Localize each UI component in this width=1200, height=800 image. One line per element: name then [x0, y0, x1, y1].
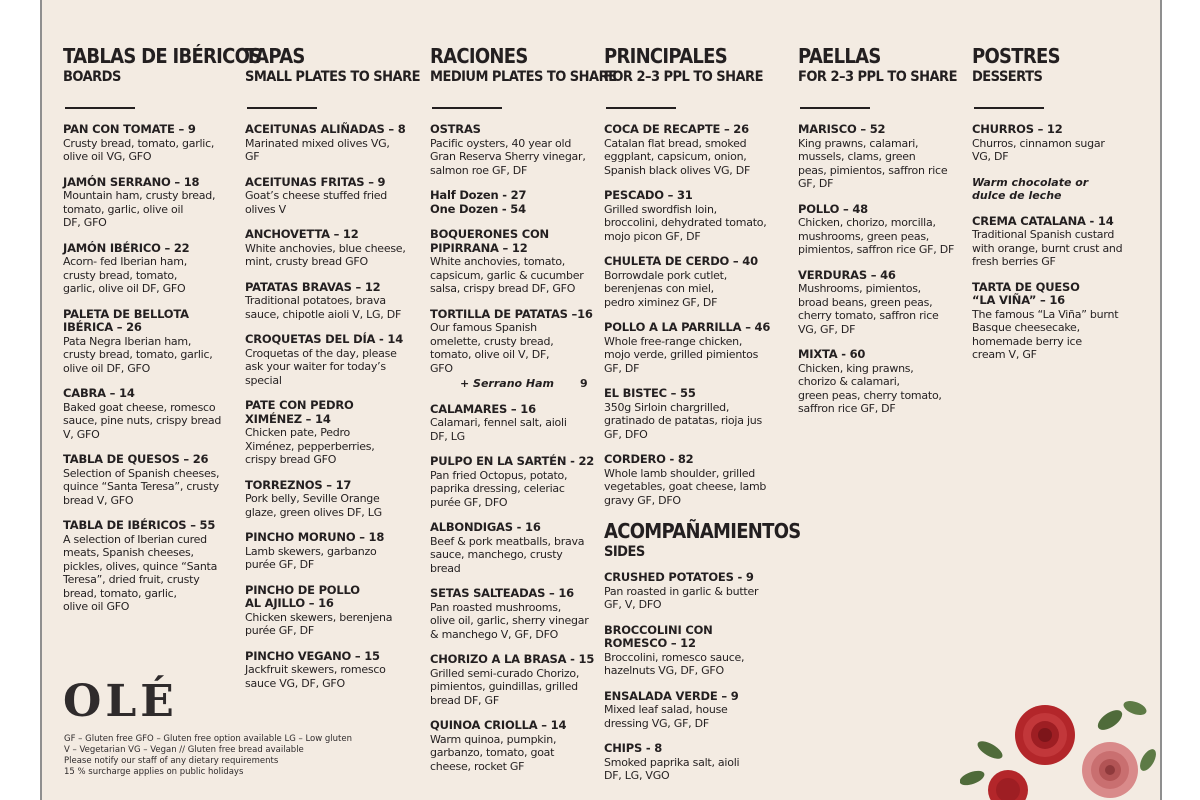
- menu-item: [245, 479, 417, 520]
- menu-item: [430, 123, 602, 177]
- menu-item: [604, 742, 782, 783]
- menu-item: [63, 123, 235, 164]
- menu-item-name: CORDERO - 82: [604, 452, 694, 466]
- menu-item-name: CRUSHED POTATOES - 9: [604, 570, 754, 584]
- roses-illustration: [960, 690, 1160, 800]
- legend-line: GF – Gluten free GFO – Gluten free option available LG – Low gluten: [64, 734, 353, 744]
- menu-item-description: Warm quinoa, pumpkin, garbanzo, tomato, goat cheese, rocket GF: [430, 732, 557, 773]
- menu-item: [604, 255, 782, 309]
- menu-item: [430, 521, 602, 575]
- menu-item-description: Goat’s cheese stuffed fried olives V: [245, 189, 388, 216]
- menu-item-description: Churros, cinnamon sugar VG, DF: [972, 136, 1105, 163]
- menu-item-description: Broccolini, romesco sauce, hazelnuts VG, DF, GFO: [604, 650, 745, 677]
- section-title: ACOMPAÑAMIENTOS: [604, 519, 801, 543]
- menu-item-description: Grilled semi-curado Chorizo, pimientos, guindillas, grilled bread DF, GF: [430, 666, 580, 707]
- menu-item: [604, 321, 782, 375]
- menu-item-name: ANCHOVETTA – 12: [245, 227, 359, 241]
- menu-item-description: A selection of Iberian cured meats, Spanish cheeses, pickles, olives, quince “Santa Teresa”, dried fruit, crusty bread, tomato, garlic, olive oil GFO: [63, 532, 218, 613]
- menu-item: [604, 387, 782, 441]
- divider: [800, 107, 870, 109]
- menu-item-name: PINCHO MORUNO – 18: [245, 530, 385, 544]
- menu-item-description: Traditional potatoes, brava sauce, chipotle aioli V, LG, DF: [245, 294, 402, 321]
- menu-item: [798, 348, 970, 416]
- menu-item-description: Beef & pork meatballs, brava sauce, manchego, crusty bread: [430, 534, 585, 575]
- menu-item-description: Chicken pate, Pedro Ximénez, pepperberries, crispy bread GFO: [245, 426, 375, 466]
- menu-item-name: BOQUERONES CON PIPIRRANA – 12: [430, 227, 549, 255]
- menu-item-description: Whole free-range chicken, mojo verde, grilled pimientos GF, DF: [604, 334, 759, 375]
- menu-item-name: OSTRAS: [430, 122, 481, 136]
- menu-item: [972, 281, 1152, 362]
- menu-item-name: POLLO A LA PARRILLA – 46: [604, 320, 771, 334]
- section-title: PAELLAS: [798, 44, 881, 68]
- sides-block: [604, 519, 801, 783]
- menu-item: [245, 123, 417, 164]
- menu-item-name: TABLA DE QUESOS – 26: [63, 452, 209, 466]
- menu-item: [63, 308, 235, 376]
- menu-item: [430, 455, 602, 509]
- legend-line: V – Vegetarian VG – Vegan // Gluten free bread available: [64, 745, 304, 755]
- menu-item-name: CHULETA DE CERDO – 40: [604, 254, 758, 268]
- menu-item-description: Pan roasted mushrooms, olive oil, garlic, sherry vinegar & manchego V, GF, DFO: [430, 600, 589, 641]
- menu-item-name: PINCHO DE POLLO AL AJILLO – 16: [245, 582, 360, 610]
- menu-item-name: ENSALADA VERDE – 9: [604, 688, 739, 703]
- menu-item: [63, 176, 235, 230]
- brand-logo: OLÉ: [63, 676, 178, 727]
- menu-item-description: Pork belly, Seville Orange glaze, green olives DF, LG: [245, 492, 382, 519]
- menu-item: [63, 242, 235, 296]
- menu-item: [245, 531, 417, 572]
- menu-item-name: CABRA – 14: [63, 386, 135, 400]
- menu-item-name: PULPO EN LA SARTÉN - 22: [430, 454, 595, 468]
- menu-item-description: Smoked paprika salt, aioli DF, LG, VGO: [604, 755, 740, 782]
- section-title: POSTRES: [972, 44, 1060, 68]
- menu-item-name: POLLO – 48: [798, 201, 868, 216]
- menu-item-name: CHIPS - 8: [604, 741, 663, 755]
- menu-item-description: Chicken skewers, berenjena purée GF, DF: [245, 610, 393, 637]
- postres-column: [972, 44, 1152, 374]
- menu-item-description: Calamari, fennel salt, aioli DF, LG: [430, 416, 567, 443]
- menu-item-name: TARTA DE QUESO “LA VIÑA” – 16: [972, 279, 1080, 307]
- menu-item-description: Catalan flat bread, smoked eggplant, capsicum, onion, Spanish black olives VG, DF: [604, 136, 751, 177]
- menu-item-name: TORTILLA DE PATATAS –16: [430, 306, 593, 321]
- menu-item-description: Lamb skewers, garbanzo purée GF, DF: [245, 544, 377, 571]
- menu-item-description: Crusty bread, tomato, garlic, olive oil VG, GFO: [63, 136, 215, 163]
- menu-item-description: Croquetas of the day, please ask your waiter for today’s special: [245, 346, 397, 387]
- menu-item: [430, 308, 602, 391]
- menu-item: [604, 690, 782, 731]
- menu-item-name: VERDURAS – 46: [798, 267, 896, 282]
- menu-item-name: ALBONDIGAS - 16: [430, 520, 541, 534]
- menu-item-description: Baked goat cheese, romesco sauce, pine nuts, crispy bread V, GFO: [63, 400, 222, 441]
- menu-item: [798, 203, 970, 257]
- menu-item: [430, 719, 602, 773]
- menu-item-name: PESCADO – 31: [604, 188, 693, 202]
- menu-item-description: Selection of Spanish cheeses, quince “Santa Teresa”, crusty bread V, GFO: [63, 466, 220, 507]
- divider: [65, 107, 135, 109]
- menu-item-name: BROCCOLINI CON ROMESCO – 12: [604, 622, 713, 650]
- menu-item-name: COCA DE RECAPTE – 26: [604, 122, 749, 136]
- legend-line: 15 % surcharge applies on public holidays: [64, 767, 244, 777]
- dietary-legend: [64, 734, 352, 778]
- menu-item-name: TORREZNOS – 17: [245, 477, 352, 492]
- rose-icon: [988, 770, 1028, 800]
- menu-item-description: Acorn- fed Iberian ham, crusty bread, tomato, garlic, olive oil DF, GFO: [63, 255, 187, 295]
- menu-item-name: ACEITUNAS ALIÑADAS – 8: [245, 122, 406, 136]
- section-subtitle: SMALL PLATES TO SHARE: [245, 69, 420, 85]
- menu-item-name: PALETA DE BELLOTA IBÉRICA – 26: [63, 306, 189, 334]
- menu-item-description: White anchovies, tomato, capsicum, garlic & cucumber salsa, crispy bread DF, GFO: [430, 255, 584, 295]
- menu-item: [430, 189, 602, 216]
- menu-item-description: Traditional Spanish custard with orange, burnt crust and fresh berries GF: [972, 228, 1123, 268]
- menu-item-name: QUINOA CRIOLLA – 14: [430, 718, 567, 732]
- menu-item-description: Jackfruit skewers, romesco sauce VG, DF, GFO: [245, 663, 386, 690]
- menu-item-description: Pacific oysters, 40 year old Gran Reserva Sherry vinegar, salmon roe GF, DF: [430, 136, 586, 177]
- menu-item-description: Mixed leaf salad, house dressing VG, GF, DF: [604, 703, 728, 730]
- menu-item: [245, 399, 417, 467]
- section-subtitle: BOARDS: [63, 69, 121, 85]
- divider: [974, 107, 1044, 109]
- menu-item: [245, 281, 417, 322]
- menu-item: [430, 653, 602, 707]
- menu-item-name: ACEITUNAS FRITAS – 9: [245, 174, 386, 189]
- menu-item: [63, 519, 235, 614]
- menu-item-name: MIXTA - 60: [798, 347, 866, 361]
- menu-item-description: Whole lamb shoulder, grilled vegetables, goat cheese, lamb gravy GF, DFO: [604, 466, 767, 507]
- addon-label: + Serrano Ham: [460, 377, 555, 390]
- menu-item-description: Marinated mixed olives VG, GF: [245, 136, 390, 163]
- section-title: PRINCIPALES: [604, 44, 728, 68]
- menu-item: [604, 624, 782, 678]
- menu-item: [798, 269, 970, 337]
- menu-item: [245, 650, 417, 691]
- menu-item-description: The famous “La Viña” burnt Basque cheesecake, homemade berry ice cream V, GF: [972, 307, 1119, 361]
- menu-item: [430, 228, 602, 296]
- menu-item-name: JAMÓN SERRANO – 18: [63, 174, 200, 189]
- menu-item-name: EL BISTEC – 55: [604, 386, 696, 400]
- menu-item-description: Mountain ham, crusty bread, tomato, garlic, olive oil DF, GFO: [63, 189, 216, 229]
- section-subtitle: MEDIUM PLATES TO SHARE: [430, 69, 617, 85]
- menu-item: [245, 228, 417, 269]
- menu-item-description: White anchovies, blue cheese, mint, crusty bread GFO: [245, 241, 406, 268]
- menu-item-description: Grilled swordfish loin, broccolini, dehydrated tomato, mojo picon GF, DF: [604, 202, 767, 243]
- menu-item: [604, 453, 782, 507]
- section-subtitle: FOR 2–3 PPL TO SHARE: [604, 69, 763, 85]
- section-subtitle: SIDES: [604, 544, 645, 560]
- menu-item: [604, 189, 782, 243]
- menu-item-name: MARISCO – 52: [798, 122, 886, 136]
- section-title: TABLAS DE IBÉRICOS: [63, 44, 262, 68]
- menu-item-name: SETAS SALTEADAS – 16: [430, 586, 574, 600]
- menu-item-description: Mushrooms, pimientos, broad beans, green peas, cherry tomato, saffron rice VG, GF, DF: [798, 282, 939, 336]
- menu-item: [63, 453, 235, 507]
- divider: [432, 107, 502, 109]
- menu-item-description: Pan roasted in garlic & butter GF, V, DFO: [604, 584, 759, 611]
- menu-item-name: CROQUETAS DEL DÍA - 14: [245, 332, 404, 346]
- menu-item: [972, 215, 1152, 269]
- principales-column: [604, 44, 801, 795]
- menu-item-description: Pan fried Octopus, potato, paprika dressing, celeriac purée GF, DFO: [430, 468, 568, 509]
- menu-item-name: PINCHO VEGANO – 15: [245, 648, 380, 663]
- legend-line: Please notify our staff of any dietary requirements: [64, 756, 279, 766]
- menu-item-description: 350g Sirloin chargrilled, gratinado de patatas, rioja jus GF, DFO: [604, 400, 762, 441]
- menu-item-description: Our famous Spanish omelette, crusty bread, tomato, olive oil V, DF, GFO: [430, 321, 554, 375]
- menu-item-description: King prawns, calamari, mussels, clams, green peas, pimientos, saffron rice GF, DF: [798, 136, 948, 190]
- menu-item-description: Chicken, king prawns, chorizo & calamari, green peas, cherry tomato, saffron rice GF, DF: [798, 361, 942, 415]
- boards-column: [63, 44, 262, 626]
- section-title: RACIONES: [430, 44, 528, 68]
- section-title: TAPAS: [245, 44, 305, 68]
- menu-item: [63, 387, 235, 441]
- menu-item: [798, 123, 970, 191]
- menu-item-name: JAMÓN IBÉRICO – 22: [63, 240, 190, 255]
- menu-item-name: CHORIZO A LA BRASA - 15: [430, 652, 595, 666]
- raciones-column: [430, 44, 617, 785]
- menu-item-description: Borrowdale pork cutlet, berenjenas con miel, pedro ximinez GF, DF: [604, 268, 727, 309]
- menu-item: [604, 571, 782, 612]
- menu-item: [245, 176, 417, 217]
- menu-item: [972, 123, 1152, 164]
- menu-item-name: TABLA DE IBÉRICOS – 55: [63, 518, 216, 532]
- addon-price: 9: [580, 377, 588, 390]
- menu-item-description: Pata Negra Iberian ham, crusty bread, tomato, garlic, olive oil DF, GFO: [63, 334, 213, 375]
- menu-item-name: CALAMARES – 16: [430, 401, 536, 416]
- menu-item-name: CREMA CATALANA - 14: [972, 213, 1114, 228]
- menu-page: [40, 0, 1162, 800]
- rose-icon: [1015, 705, 1075, 765]
- menu-item-description: Chicken, chorizo, morcilla, mushrooms, green peas, pimientos, saffron rice GF, DF: [798, 216, 955, 256]
- menu-item: [245, 584, 417, 638]
- tapas-column: [245, 44, 420, 702]
- menu-item-name: PATE CON PEDRO XIMÉNEZ – 14: [245, 398, 354, 426]
- menu-item: [245, 333, 417, 387]
- menu-item-name: PATATAS BRAVAS – 12: [245, 279, 381, 294]
- menu-item-name: Half Dozen - 27 One Dozen - 54: [430, 188, 527, 216]
- rose-icon: [1082, 742, 1138, 798]
- menu-item-name: PAN CON TOMATE – 9: [63, 122, 196, 136]
- paellas-column: [798, 44, 970, 428]
- menu-item-name: CHURROS – 12: [972, 122, 1063, 136]
- divider: [247, 107, 317, 109]
- menu-item: [604, 123, 782, 177]
- divider: [606, 107, 676, 109]
- section-subtitle: FOR 2–3 PPL TO SHARE: [798, 69, 957, 85]
- section-subtitle: DESSERTS: [972, 69, 1043, 85]
- menu-item: [430, 403, 602, 444]
- menu-item: [430, 587, 602, 641]
- menu-item-addon: [460, 377, 602, 391]
- menu-note: Warm chocolate or dulce de leche: [972, 175, 1089, 202]
